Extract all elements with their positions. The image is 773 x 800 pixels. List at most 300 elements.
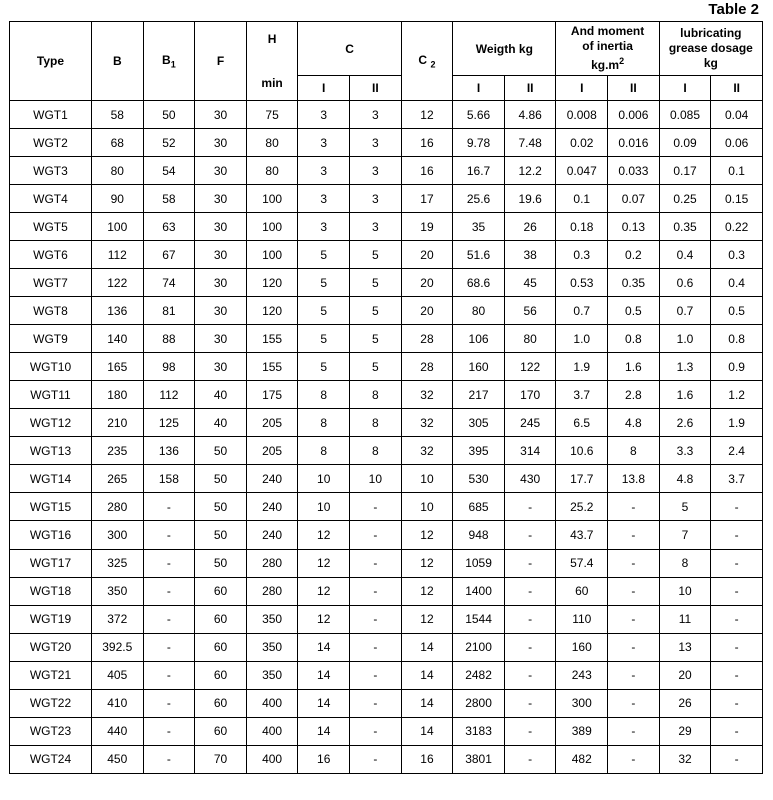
cell-moment-i: 0.008 (556, 101, 608, 129)
cell-moment-i: 1.9 (556, 353, 608, 381)
cell-c2: 32 (401, 437, 453, 465)
cell-grease-i: 0.7 (659, 297, 711, 325)
cell-moment-ii: 1.6 (608, 353, 660, 381)
cell-c2: 12 (401, 577, 453, 605)
cell-grease-ii: 0.8 (711, 325, 763, 353)
cell-h: 100 (246, 213, 298, 241)
cell-b: 235 (91, 437, 143, 465)
cell-b1: - (143, 493, 195, 521)
cell-b1: - (143, 521, 195, 549)
cell-weight-i: 35 (453, 213, 505, 241)
cell-f: 60 (195, 577, 247, 605)
cell-type: WGT18 (10, 577, 92, 605)
cell-weight-ii: 170 (504, 381, 556, 409)
cell-c-i: 8 (298, 381, 350, 409)
cell-c-i: 5 (298, 297, 350, 325)
cell-f: 50 (195, 465, 247, 493)
cell-f: 60 (195, 689, 247, 717)
cell-c2: 14 (401, 689, 453, 717)
cell-weight-i: 16.7 (453, 157, 505, 185)
cell-moment-ii: - (608, 605, 660, 633)
cell-f: 30 (195, 241, 247, 269)
cell-grease-i: 0.6 (659, 269, 711, 297)
table-row (10, 745, 763, 773)
table-row (10, 241, 763, 269)
cell-grease-i: 20 (659, 661, 711, 689)
header-c-ii: II (350, 76, 402, 101)
cell-c-ii: 8 (350, 437, 402, 465)
cell-grease-i: 8 (659, 549, 711, 577)
table-row (10, 465, 763, 493)
header-moment-of-inertia (556, 22, 659, 76)
cell-grease-ii: 0.5 (711, 297, 763, 325)
cell-f: 60 (195, 605, 247, 633)
cell-c-ii: 3 (350, 101, 402, 129)
cell-grease-i: 0.4 (659, 241, 711, 269)
cell-c-ii: 3 (350, 157, 402, 185)
cell-c-i: 12 (298, 521, 350, 549)
cell-h: 155 (246, 325, 298, 353)
cell-c2: 14 (401, 661, 453, 689)
cell-weight-ii: 56 (504, 297, 556, 325)
cell-grease-i: 7 (659, 521, 711, 549)
cell-type: WGT6 (10, 241, 92, 269)
cell-type: WGT9 (10, 325, 92, 353)
cell-b1: 58 (143, 185, 195, 213)
cell-grease-ii: - (711, 633, 763, 661)
cell-c-i: 8 (298, 437, 350, 465)
header-h-min-label: min (261, 76, 283, 90)
table-row (10, 129, 763, 157)
specification-table (9, 21, 763, 774)
cell-b1: 63 (143, 213, 195, 241)
cell-f: 30 (195, 101, 247, 129)
cell-type: WGT23 (10, 717, 92, 745)
cell-c2: 17 (401, 185, 453, 213)
cell-weight-ii: - (504, 521, 556, 549)
cell-type: WGT5 (10, 213, 92, 241)
cell-weight-i: 9.78 (453, 129, 505, 157)
cell-c-ii: - (350, 577, 402, 605)
cell-weight-i: 1544 (453, 605, 505, 633)
cell-weight-i: 2100 (453, 633, 505, 661)
cell-b: 405 (91, 661, 143, 689)
cell-grease-ii: - (711, 717, 763, 745)
cell-c-i: 12 (298, 577, 350, 605)
cell-c2: 12 (401, 549, 453, 577)
cell-b: 90 (91, 185, 143, 213)
cell-grease-ii: 1.2 (711, 381, 763, 409)
header-b1-main: B (162, 52, 171, 67)
cell-weight-i: 2800 (453, 689, 505, 717)
cell-weight-ii: 12.2 (504, 157, 556, 185)
cell-moment-ii: - (608, 717, 660, 745)
table-body (10, 101, 763, 774)
cell-grease-i: 0.35 (659, 213, 711, 241)
cell-b: 112 (91, 241, 143, 269)
cell-h: 280 (246, 577, 298, 605)
cell-moment-i: 0.047 (556, 157, 608, 185)
cell-moment-i: 243 (556, 661, 608, 689)
cell-type: WGT3 (10, 157, 92, 185)
cell-type: WGT14 (10, 465, 92, 493)
cell-h: 175 (246, 381, 298, 409)
header-c: C (298, 22, 401, 76)
cell-f: 40 (195, 381, 247, 409)
table-row (10, 689, 763, 717)
cell-grease-ii: - (711, 493, 763, 521)
cell-moment-ii: 0.8 (608, 325, 660, 353)
cell-b: 136 (91, 297, 143, 325)
cell-moment-i: 0.02 (556, 129, 608, 157)
cell-c-ii: 5 (350, 241, 402, 269)
cell-grease-i: 1.6 (659, 381, 711, 409)
header-b1 (143, 22, 195, 101)
cell-type: WGT10 (10, 353, 92, 381)
cell-c-i: 12 (298, 549, 350, 577)
cell-weight-i: 106 (453, 325, 505, 353)
cell-c-ii: - (350, 745, 402, 773)
cell-moment-i: 60 (556, 577, 608, 605)
cell-moment-i: 3.7 (556, 381, 608, 409)
cell-grease-ii: 2.4 (711, 437, 763, 465)
cell-grease-i: 5 (659, 493, 711, 521)
cell-f: 30 (195, 353, 247, 381)
cell-b1: 158 (143, 465, 195, 493)
header-type: Type (10, 22, 92, 101)
cell-b: 180 (91, 381, 143, 409)
table-row (10, 605, 763, 633)
cell-grease-ii: 0.22 (711, 213, 763, 241)
cell-c-i: 3 (298, 185, 350, 213)
cell-type: WGT20 (10, 633, 92, 661)
cell-c-i: 14 (298, 689, 350, 717)
cell-weight-i: 685 (453, 493, 505, 521)
cell-moment-i: 0.18 (556, 213, 608, 241)
cell-b1: 98 (143, 353, 195, 381)
cell-weight-i: 51.6 (453, 241, 505, 269)
cell-c-ii: 5 (350, 269, 402, 297)
cell-weight-ii: - (504, 661, 556, 689)
cell-moment-ii: - (608, 577, 660, 605)
header-grease-dosage (659, 22, 762, 76)
cell-type: WGT4 (10, 185, 92, 213)
cell-h: 350 (246, 633, 298, 661)
cell-moment-i: 1.0 (556, 325, 608, 353)
header-weight-ii: II (504, 76, 556, 101)
cell-weight-i: 948 (453, 521, 505, 549)
cell-moment-i: 300 (556, 689, 608, 717)
cell-grease-i: 1.3 (659, 353, 711, 381)
cell-h: 155 (246, 353, 298, 381)
cell-moment-i: 160 (556, 633, 608, 661)
cell-b: 165 (91, 353, 143, 381)
cell-weight-i: 305 (453, 409, 505, 437)
cell-c2: 12 (401, 521, 453, 549)
cell-b: 210 (91, 409, 143, 437)
cell-weight-ii: 7.48 (504, 129, 556, 157)
cell-b1: 88 (143, 325, 195, 353)
header-f: F (195, 22, 247, 101)
cell-c-i: 12 (298, 605, 350, 633)
cell-c-i: 8 (298, 409, 350, 437)
cell-weight-i: 68.6 (453, 269, 505, 297)
cell-moment-ii: 0.033 (608, 157, 660, 185)
cell-grease-ii: 0.4 (711, 269, 763, 297)
cell-c-ii: 5 (350, 325, 402, 353)
cell-b1: 112 (143, 381, 195, 409)
cell-weight-ii: - (504, 717, 556, 745)
cell-c-i: 10 (298, 465, 350, 493)
table-header (10, 22, 763, 101)
cell-b1: - (143, 661, 195, 689)
cell-grease-i: 32 (659, 745, 711, 773)
cell-grease-i: 11 (659, 605, 711, 633)
cell-c-i: 3 (298, 129, 350, 157)
cell-type: WGT16 (10, 521, 92, 549)
cell-weight-i: 5.66 (453, 101, 505, 129)
cell-f: 30 (195, 269, 247, 297)
cell-grease-ii: - (711, 605, 763, 633)
cell-f: 30 (195, 213, 247, 241)
cell-weight-ii: 314 (504, 437, 556, 465)
cell-grease-ii: 0.04 (711, 101, 763, 129)
cell-c-i: 14 (298, 717, 350, 745)
cell-c2: 32 (401, 409, 453, 437)
cell-moment-ii: 0.35 (608, 269, 660, 297)
cell-moment-i: 43.7 (556, 521, 608, 549)
cell-b1: - (143, 633, 195, 661)
table-caption: Table 2 (708, 1, 759, 18)
cell-b: 440 (91, 717, 143, 745)
cell-c-i: 5 (298, 241, 350, 269)
cell-type: WGT17 (10, 549, 92, 577)
cell-weight-ii: 45 (504, 269, 556, 297)
cell-b1: 125 (143, 409, 195, 437)
cell-h: 240 (246, 493, 298, 521)
cell-b1: - (143, 689, 195, 717)
header-b: B (91, 22, 143, 101)
cell-h: 100 (246, 241, 298, 269)
cell-c-i: 14 (298, 661, 350, 689)
cell-b: 450 (91, 745, 143, 773)
cell-b1: 81 (143, 297, 195, 325)
cell-weight-i: 2482 (453, 661, 505, 689)
cell-moment-i: 0.1 (556, 185, 608, 213)
cell-type: WGT19 (10, 605, 92, 633)
cell-f: 50 (195, 549, 247, 577)
table-row (10, 353, 763, 381)
cell-moment-ii: - (608, 633, 660, 661)
cell-type: WGT22 (10, 689, 92, 717)
cell-f: 30 (195, 185, 247, 213)
cell-grease-i: 0.085 (659, 101, 711, 129)
cell-c-ii: 3 (350, 185, 402, 213)
cell-weight-i: 530 (453, 465, 505, 493)
cell-c-i: 16 (298, 745, 350, 773)
cell-b1: 136 (143, 437, 195, 465)
cell-type: WGT12 (10, 409, 92, 437)
cell-b1: - (143, 549, 195, 577)
cell-c2: 12 (401, 101, 453, 129)
cell-grease-i: 13 (659, 633, 711, 661)
cell-c-i: 5 (298, 353, 350, 381)
cell-grease-ii: - (711, 689, 763, 717)
cell-f: 60 (195, 633, 247, 661)
cell-moment-ii: 0.2 (608, 241, 660, 269)
cell-grease-ii: 3.7 (711, 465, 763, 493)
cell-moment-ii: 0.5 (608, 297, 660, 325)
cell-moment-i: 0.3 (556, 241, 608, 269)
cell-b: 410 (91, 689, 143, 717)
cell-weight-i: 1400 (453, 577, 505, 605)
cell-h: 350 (246, 661, 298, 689)
cell-c-ii: - (350, 521, 402, 549)
cell-f: 30 (195, 129, 247, 157)
header-c-i: I (298, 76, 350, 101)
cell-f: 50 (195, 493, 247, 521)
table-row (10, 521, 763, 549)
cell-grease-ii: 0.15 (711, 185, 763, 213)
cell-f: 70 (195, 745, 247, 773)
cell-h: 205 (246, 409, 298, 437)
cell-c-ii: - (350, 689, 402, 717)
cell-moment-ii: - (608, 689, 660, 717)
cell-c2: 10 (401, 465, 453, 493)
header-moment-line2: of inertia (582, 39, 633, 53)
cell-moment-ii: - (608, 661, 660, 689)
cell-type: WGT21 (10, 661, 92, 689)
cell-type: WGT2 (10, 129, 92, 157)
cell-c2: 10 (401, 493, 453, 521)
cell-weight-ii: 122 (504, 353, 556, 381)
cell-h: 280 (246, 549, 298, 577)
cell-b: 140 (91, 325, 143, 353)
table-row (10, 297, 763, 325)
cell-grease-ii: - (711, 661, 763, 689)
cell-grease-ii: 0.1 (711, 157, 763, 185)
header-moment-i: I (556, 76, 608, 101)
cell-moment-ii: - (608, 745, 660, 773)
header-grease-line1: lubricating (680, 26, 742, 40)
cell-b: 100 (91, 213, 143, 241)
cell-b: 58 (91, 101, 143, 129)
cell-c-ii: - (350, 717, 402, 745)
cell-c-i: 5 (298, 325, 350, 353)
cell-moment-i: 110 (556, 605, 608, 633)
cell-weight-ii: 4.86 (504, 101, 556, 129)
cell-grease-i: 0.17 (659, 157, 711, 185)
cell-c2: 20 (401, 297, 453, 325)
cell-f: 30 (195, 325, 247, 353)
header-moment-ii: II (608, 76, 660, 101)
cell-h: 240 (246, 465, 298, 493)
cell-c-ii: - (350, 549, 402, 577)
cell-b: 68 (91, 129, 143, 157)
table-row (10, 101, 763, 129)
header-moment-line1: And moment (570, 24, 645, 38)
header-moment-sup: 2 (619, 56, 625, 66)
cell-b: 80 (91, 157, 143, 185)
cell-f: 50 (195, 521, 247, 549)
cell-c2: 16 (401, 129, 453, 157)
header-c2-main: C (418, 52, 428, 67)
cell-c2: 14 (401, 717, 453, 745)
cell-c-ii: 3 (350, 129, 402, 157)
cell-grease-i: 3.3 (659, 437, 711, 465)
cell-c2: 32 (401, 381, 453, 409)
cell-b: 392.5 (91, 633, 143, 661)
cell-weight-ii: 19.6 (504, 185, 556, 213)
cell-type: WGT24 (10, 745, 92, 773)
header-h (246, 22, 298, 101)
table-row (10, 185, 763, 213)
cell-c-ii: 10 (350, 465, 402, 493)
cell-moment-ii: 0.07 (608, 185, 660, 213)
cell-h: 120 (246, 297, 298, 325)
cell-grease-ii: - (711, 549, 763, 577)
cell-moment-i: 17.7 (556, 465, 608, 493)
cell-moment-i: 25.2 (556, 493, 608, 521)
cell-weight-i: 25.6 (453, 185, 505, 213)
cell-weight-i: 3183 (453, 717, 505, 745)
cell-grease-i: 10 (659, 577, 711, 605)
header-moment-line3: kg.m (591, 58, 620, 72)
cell-weight-ii: 38 (504, 241, 556, 269)
header-weight-i: I (453, 76, 505, 101)
cell-grease-i: 0.09 (659, 129, 711, 157)
cell-weight-ii: 430 (504, 465, 556, 493)
table-row (10, 409, 763, 437)
cell-h: 80 (246, 157, 298, 185)
cell-moment-ii: 0.016 (608, 129, 660, 157)
table-row (10, 437, 763, 465)
cell-grease-ii: 1.9 (711, 409, 763, 437)
cell-moment-ii: 4.8 (608, 409, 660, 437)
cell-b1: 50 (143, 101, 195, 129)
cell-h: 80 (246, 129, 298, 157)
cell-weight-ii: 26 (504, 213, 556, 241)
cell-moment-i: 0.7 (556, 297, 608, 325)
cell-moment-ii: 0.006 (608, 101, 660, 129)
header-grease-line3: kg (703, 56, 718, 70)
cell-moment-ii: - (608, 549, 660, 577)
cell-moment-ii: 2.8 (608, 381, 660, 409)
cell-b1: - (143, 605, 195, 633)
cell-type: WGT11 (10, 381, 92, 409)
cell-grease-i: 1.0 (659, 325, 711, 353)
cell-b: 300 (91, 521, 143, 549)
cell-f: 60 (195, 661, 247, 689)
header-grease-line2: grease dosage (668, 41, 753, 55)
cell-c-ii: - (350, 633, 402, 661)
table-row (10, 661, 763, 689)
cell-b: 325 (91, 549, 143, 577)
header-grease-ii: II (711, 76, 763, 101)
cell-c-i: 10 (298, 493, 350, 521)
cell-b1: 54 (143, 157, 195, 185)
cell-type: WGT15 (10, 493, 92, 521)
table-row (10, 633, 763, 661)
cell-grease-ii: - (711, 577, 763, 605)
cell-f: 60 (195, 717, 247, 745)
cell-grease-i: 2.6 (659, 409, 711, 437)
cell-grease-ii: 0.06 (711, 129, 763, 157)
cell-f: 40 (195, 409, 247, 437)
cell-weight-ii: - (504, 605, 556, 633)
cell-c2: 16 (401, 745, 453, 773)
cell-grease-i: 26 (659, 689, 711, 717)
